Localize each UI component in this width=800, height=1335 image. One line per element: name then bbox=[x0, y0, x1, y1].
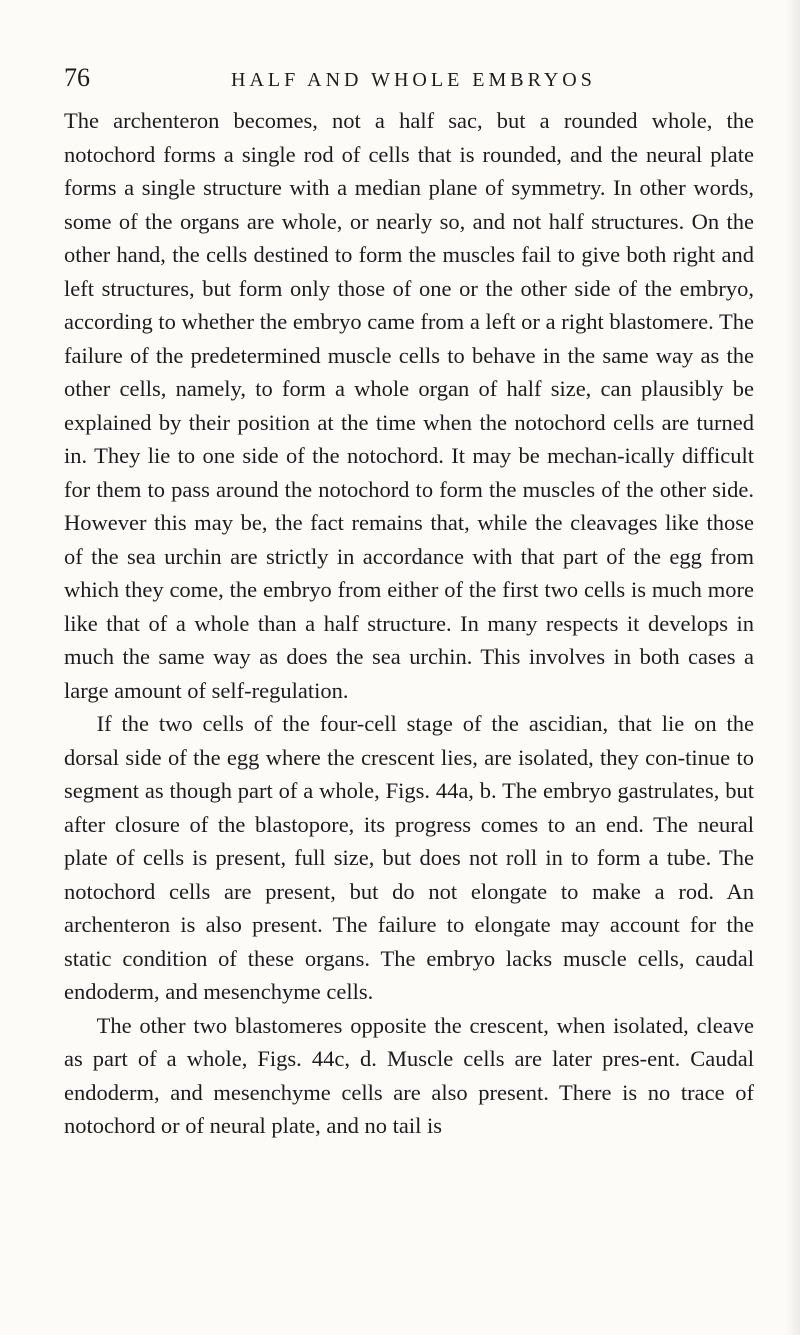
page-number: 76 bbox=[64, 63, 90, 92]
running-head bbox=[64, 62, 754, 102]
running-title: HALF AND WHOLE EMBRYOS bbox=[231, 69, 596, 91]
paragraph-2: If the two cells of the four-cell stage of the ascidian, that lie on the dorsal side of the egg where the crescent lies, are isolated, they con-tinue to segment as though part of a whole, Figs. 44a, b. The embryo gastrulates, but after closure of the blastopore, its progress comes to an end. The neural plate of cells is present, full size, but does not roll in to form a tube. The notochord cells are present, but do not elongate to make a rod. An archenteron is also present. The failure to elongate may account for the static condition of these organs. The embryo lacks muscle cells, caudal endoderm, and mesenchyme cells. bbox=[64, 711, 754, 1004]
paragraph-3: The other two blastomeres opposite the crescent, when isolated, cleave as part of a whole, Figs. 44c, d. Muscle cells are later pres-ent. Caudal endoderm, and mesenchyme cells are also present. There is no trace of notochord or of neural plate, and no tail is bbox=[64, 1012, 754, 1138]
page-edge bbox=[786, 0, 800, 1335]
paragraph-1: The archenteron becomes, not a half sac, but a rounded whole, the notochord forms a single rod of cells that is rounded, and the neural plate forms a single structure with a median plane of symmetry. In other words, some of the organs are whole, or nearly so, and not half structures. On the other hand, the cells destined to form the muscles fail to give both right and left structures, but form only those of one or the other side of the embryo, according to whether the embryo came from a left or a right blastomere. The failure of the predetermined muscle cells to behave in the same way as the other cells, namely, to form a whole organ of half size, can plausibly be explained by their position at the time when the notochord cells are turned in. They lie to one side of the notochord. It may be mechan-ically difficult for them to pass around the notochord to form the muscles of the other side. However this may be, the fact remains that, while the cleavages like those of the sea urchin are strictly in accordance with that part of the egg from which they come, the embryo from either of the first two cells is much more like that of a whole than a half structure. In many respects it develops in much the same way as does the sea urchin. This involves in both cases a large amount of self-regulation. bbox=[64, 108, 754, 703]
body-text bbox=[64, 104, 754, 1143]
